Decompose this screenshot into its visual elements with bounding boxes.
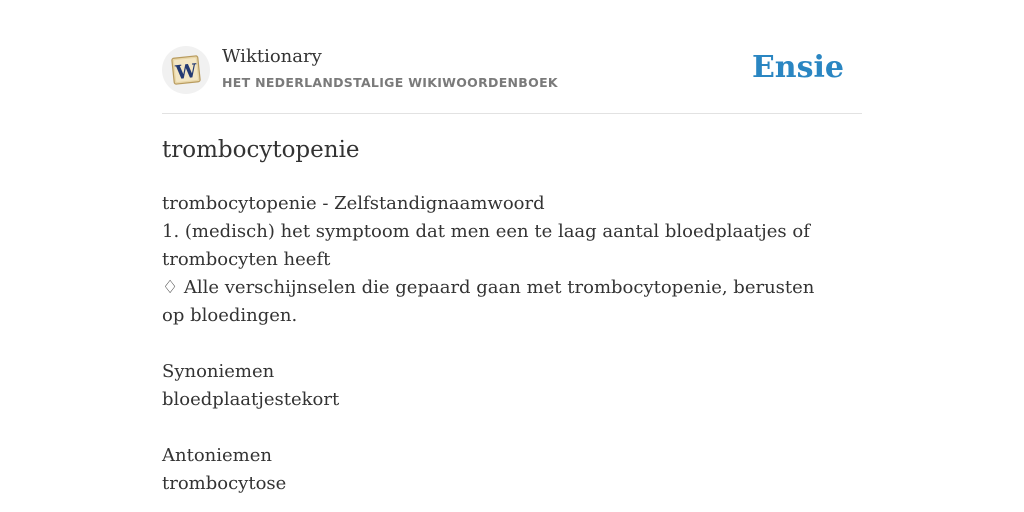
entry-content	[162, 190, 842, 498]
site-header	[162, 0, 862, 114]
spacer	[162, 330, 842, 358]
spacer	[162, 414, 842, 442]
entry-heading: trombocytopenie - Zelfstandignaamwoord	[162, 193, 545, 214]
antonyms-label: Antoniemen	[162, 445, 272, 466]
entry-example: ♢ Alle verschijnselen die gepaard gaan met trombocytopenie, berusten op bloedingen.	[162, 277, 815, 326]
synonyms-value: bloedplaatjestekort	[162, 389, 340, 410]
page-title: trombocytopenie	[162, 137, 360, 163]
site-name-link[interactable]: Wiktionary	[222, 46, 322, 67]
wiktionary-logo-icon[interactable]	[162, 46, 210, 94]
page-container	[162, 0, 862, 494]
synonyms-label: Synoniemen	[162, 361, 275, 382]
logo-letter: W	[174, 59, 198, 85]
antonyms-value: trombocytose	[162, 473, 287, 494]
entry-definition: 1. (medisch) het symptoom dat men een te laag aantal bloedplaatjes of trombocyten heeft	[162, 221, 810, 270]
site-tagline: HET NEDERLANDSTALIGE WIKIWOORDENBOEK	[222, 75, 558, 90]
ensie-brand-link[interactable]: Ensie	[751, 50, 844, 85]
